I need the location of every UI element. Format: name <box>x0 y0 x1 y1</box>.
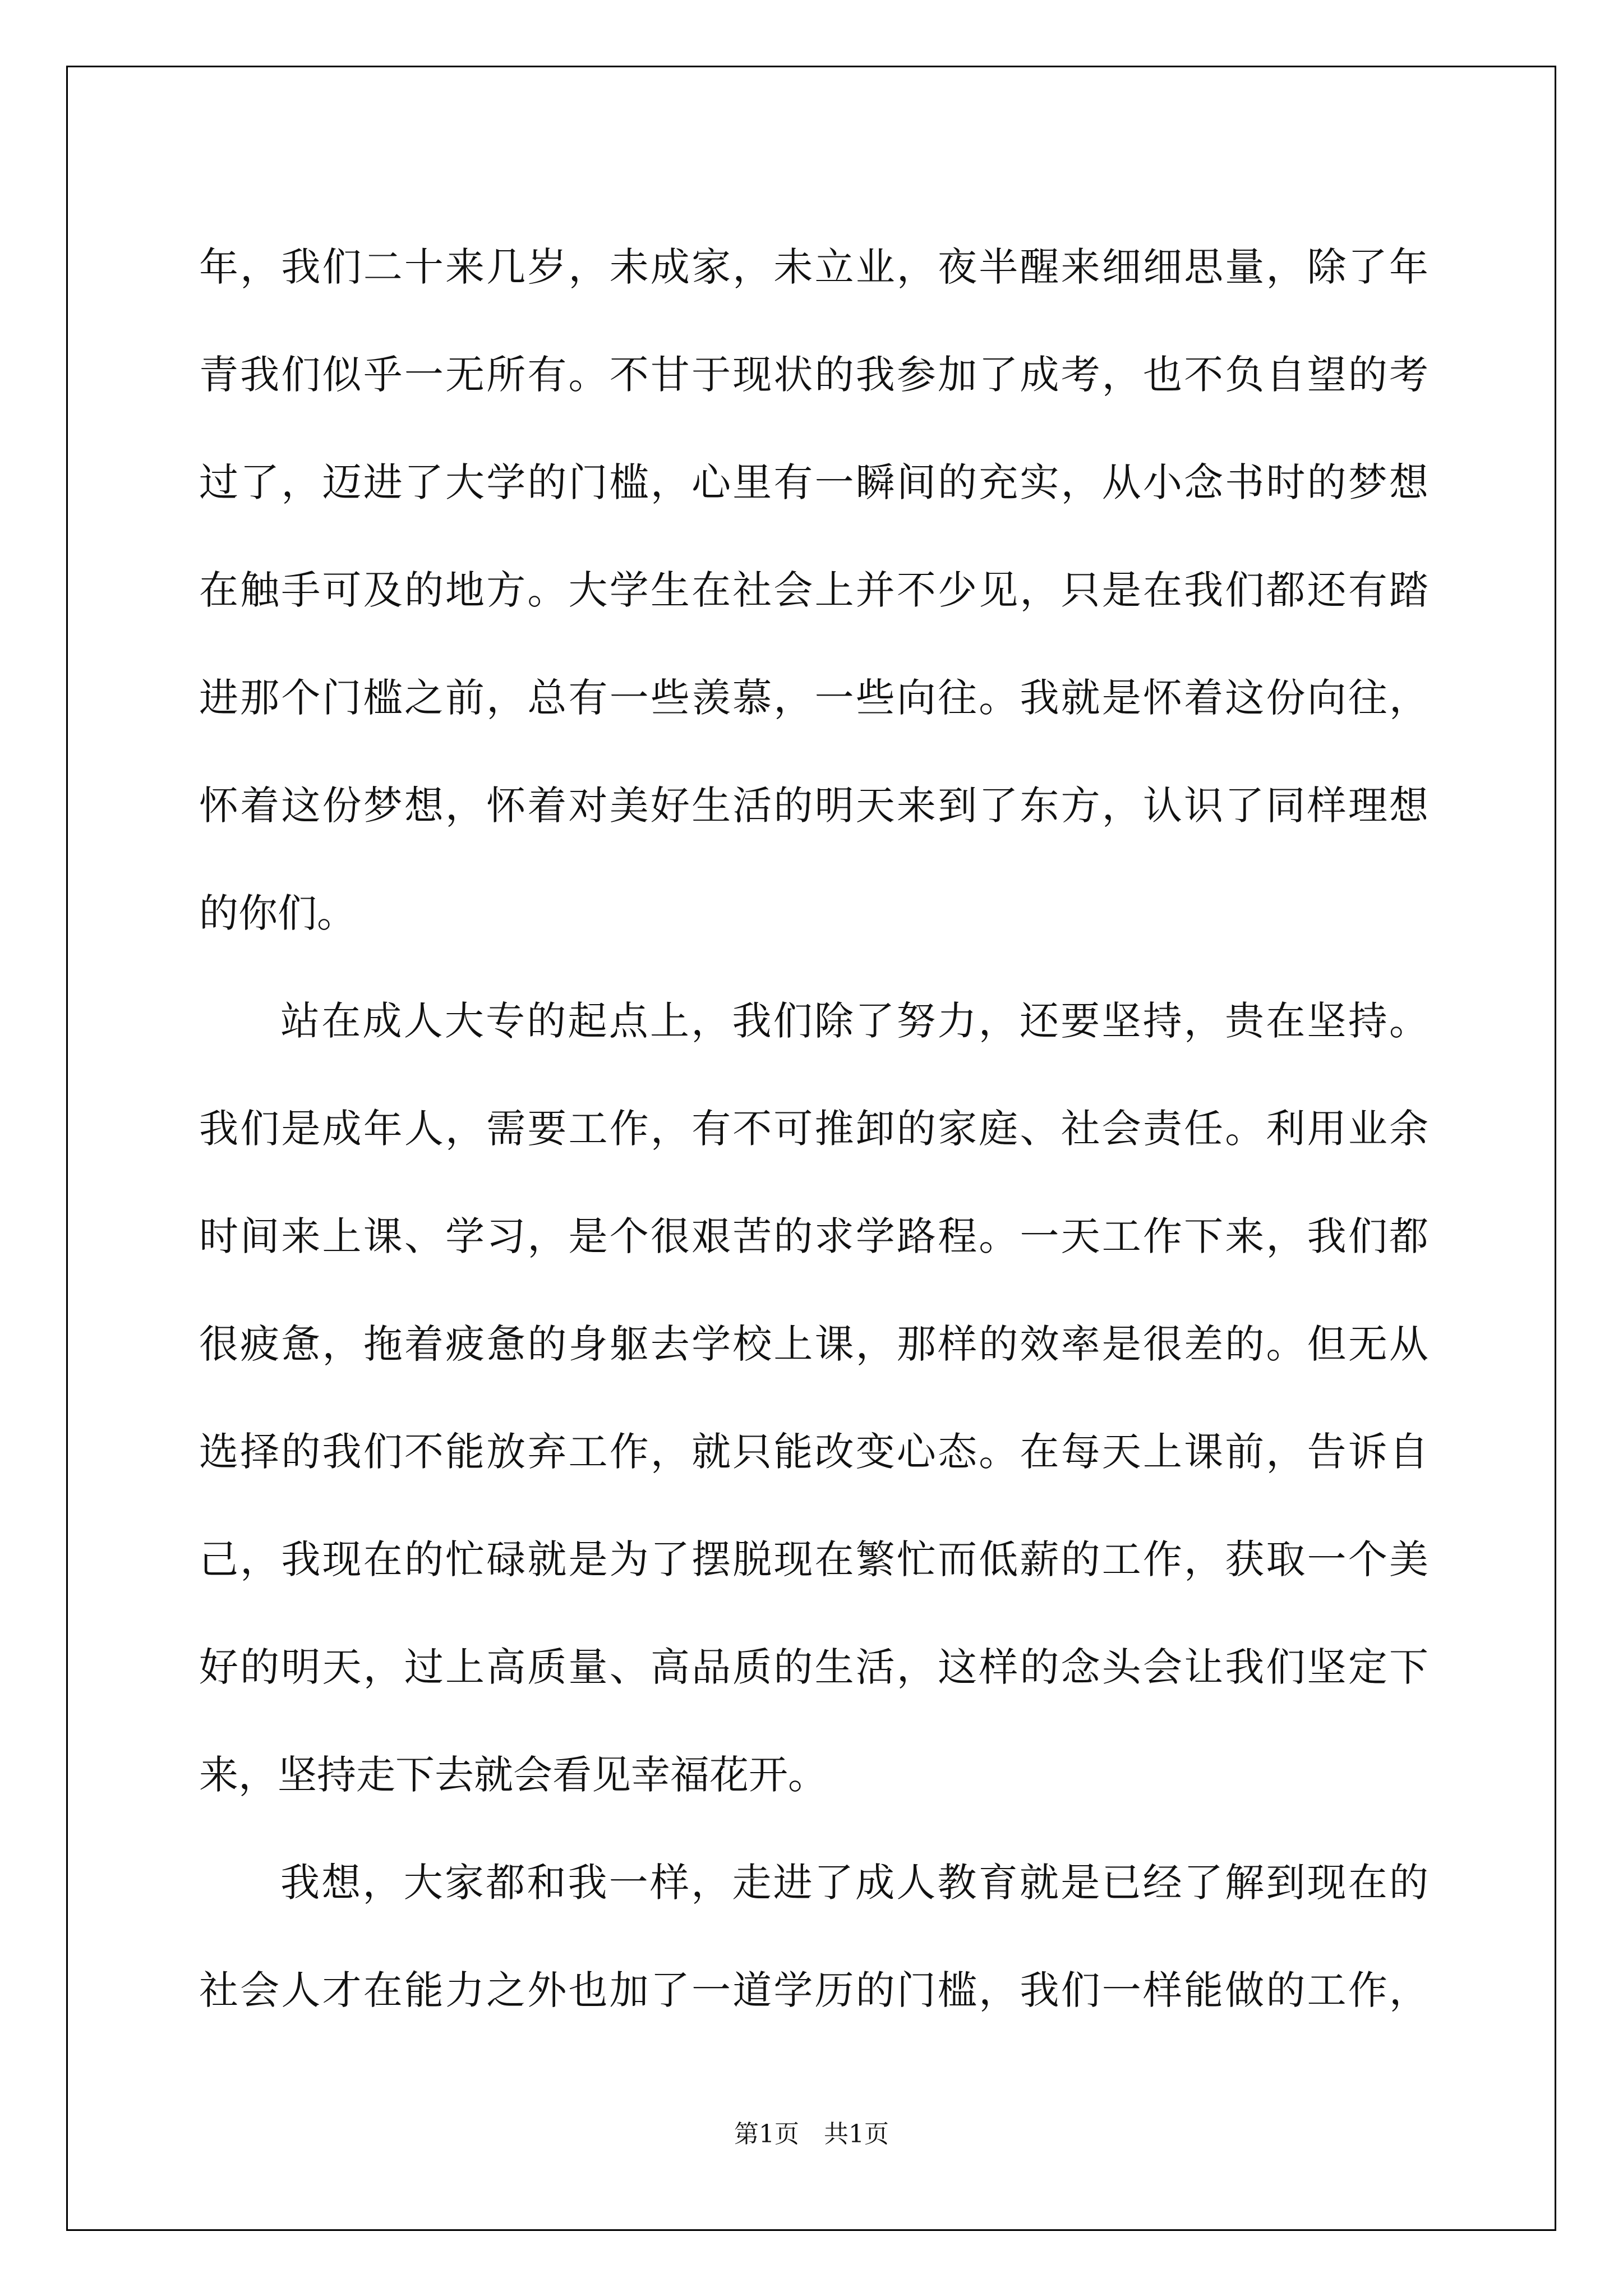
text-line-4: 在触手可及的地方。大学生在社会上并不少见，只是在我们都还有踏 <box>199 567 1428 613</box>
text-line-3: 过了，迈进了大学的门槛，心里有一瞬间的充实，从小念书时的梦想 <box>199 459 1428 505</box>
text-line-12: 选择的我们不能放弃工作，就只能改变心态。在每天上课前，告诉自 <box>199 1429 1428 1475</box>
text-line-14: 好的明天，过上高质量、高品质的生活，这样的念头会让我们坚定下 <box>199 1644 1428 1690</box>
text-line-10: 时间来上课、学习，是个很艰苦的求学路程。一天工作下来，我们都 <box>199 1213 1428 1259</box>
text-line-6: 怀着这份梦想，怀着对美好生活的明天来到了东方，认识了同样理想 <box>199 783 1428 829</box>
text-line-7: 的你们。 <box>199 890 356 936</box>
text-line-9: 我们是成年人，需要工作，有不可推卸的家庭、社会责任。利用业余 <box>199 1106 1428 1152</box>
document-body <box>199 213 1428 2044</box>
text-line-17: 社会人才在能力之外也加了一道学历的门槛，我们一样能做的工作， <box>199 1967 1428 2013</box>
text-line-5: 进那个门槛之前，总有一些羡慕，一些向往。我就是怀着这份向往， <box>199 675 1428 721</box>
text-line-1: 年，我们二十来几岁，未成家，未立业，夜半醒来细细思量，除了年 <box>199 244 1428 290</box>
text-line-16: 我想，大家都和我一样，走进了成人教育就是已经了解到现在的 <box>280 1860 1428 1906</box>
text-line-13: 己，我现在的忙碌就是为了摆脱现在繁忙而低薪的工作，获取一个美 <box>199 1536 1428 1582</box>
text-line-15: 来，坚持走下去就会看见幸福花开。 <box>199 1752 827 1798</box>
text-line-11: 很疲惫，拖着疲惫的身躯去学校上课，那样的效率是很差的。但无从 <box>199 1321 1428 1367</box>
text-line-2: 青我们似乎一无所有。不甘于现状的我参加了成考，也不负自望的考 <box>199 352 1428 398</box>
text-line-8: 站在成人大专的起点上，我们除了努力，还要坚持，贵在坚持。 <box>280 998 1428 1044</box>
page-number-footer: 第1页 共1页 <box>734 2120 889 2148</box>
